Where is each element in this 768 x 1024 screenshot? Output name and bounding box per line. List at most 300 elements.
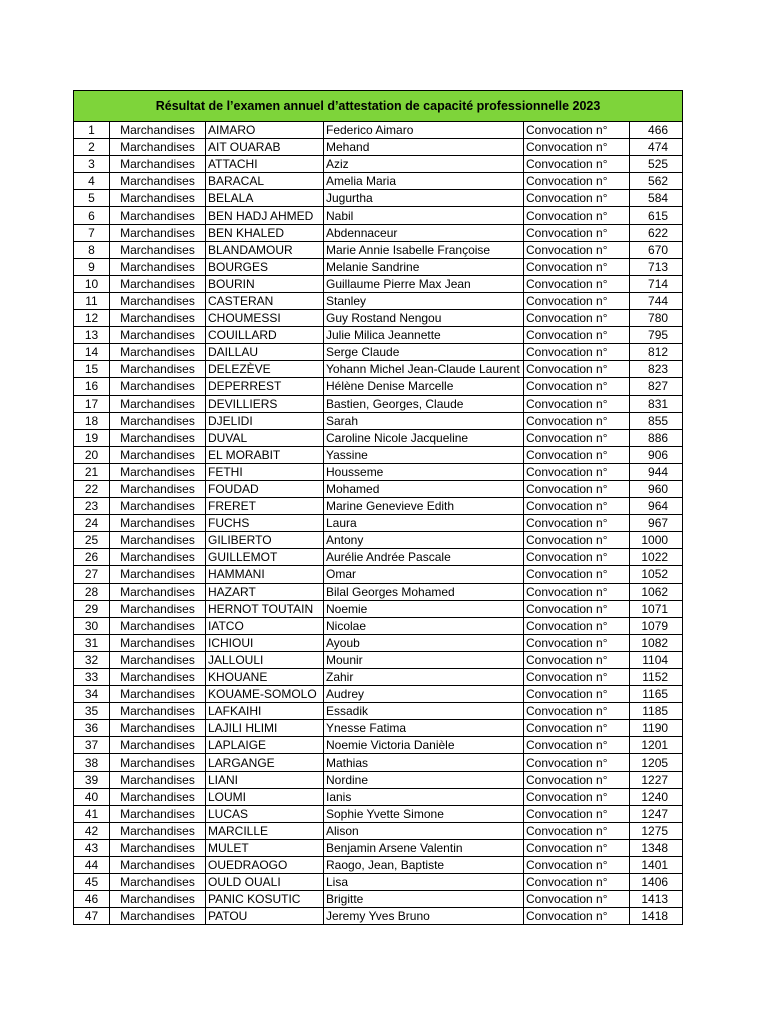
convocation-number-cell: 1052 [630,566,683,583]
convocation-number-cell: 1227 [630,771,683,788]
category-cell: Marchandises [110,327,206,344]
category-cell: Marchandises [110,361,206,378]
convocation-label-cell: Convocation n° [524,395,630,412]
first-name-cell: Marie Annie Isabelle Françoise [324,241,524,258]
first-name-cell: Nordine [324,771,524,788]
convocation-number-cell: 1104 [630,651,683,668]
first-name-cell: Alison [324,822,524,839]
table-row [74,857,683,874]
category-cell: Marchandises [110,310,206,327]
last-name-cell: DJELIDI [206,412,324,429]
table-row [74,703,683,720]
table-row [74,617,683,634]
category-cell: Marchandises [110,480,206,497]
last-name-cell: GUILLEMOT [206,549,324,566]
first-name-cell: Guy Rostand Nengou [324,310,524,327]
convocation-label-cell: Convocation n° [524,429,630,446]
convocation-number-cell: 1240 [630,788,683,805]
category-cell: Marchandises [110,651,206,668]
first-name-cell: Yohann Michel Jean-Claude Laurent [324,361,524,378]
last-name-cell: OULD OUALI [206,874,324,891]
last-name-cell: MARCILLE [206,822,324,839]
table-row [74,156,683,173]
convocation-label-cell: Convocation n° [524,361,630,378]
last-name-cell: BLANDAMOUR [206,241,324,258]
first-name-cell: Guillaume Pierre Max Jean [324,275,524,292]
convocation-label-cell: Convocation n° [524,771,630,788]
last-name-cell: CHOUMESSI [206,310,324,327]
row-number: 2 [74,139,110,156]
last-name-cell: LUCAS [206,805,324,822]
row-number: 34 [74,686,110,703]
first-name-cell: Mounir [324,651,524,668]
convocation-number-cell: 780 [630,310,683,327]
category-cell: Marchandises [110,583,206,600]
category-cell: Marchandises [110,703,206,720]
first-name-cell: Ynesse Fatima [324,720,524,737]
convocation-label-cell: Convocation n° [524,891,630,908]
table-row [74,634,683,651]
category-cell: Marchandises [110,429,206,446]
table-row [74,480,683,497]
convocation-number-cell: 886 [630,429,683,446]
category-cell: Marchandises [110,720,206,737]
last-name-cell: DEPERREST [206,378,324,395]
first-name-cell: Ayoub [324,634,524,651]
first-name-cell: Omar [324,566,524,583]
last-name-cell: FOUDAD [206,480,324,497]
table-row [74,173,683,190]
category-cell: Marchandises [110,857,206,874]
convocation-label-cell: Convocation n° [524,412,630,429]
convocation-number-cell: 831 [630,395,683,412]
convocation-number-cell: 1247 [630,805,683,822]
table-row [74,292,683,309]
last-name-cell: ATTACHI [206,156,324,173]
last-name-cell: KOUAME-SOMOLO [206,686,324,703]
row-number: 29 [74,600,110,617]
row-number: 23 [74,498,110,515]
last-name-cell: KHOUANE [206,669,324,686]
category-cell: Marchandises [110,207,206,224]
row-number: 16 [74,378,110,395]
convocation-label-cell: Convocation n° [524,874,630,891]
row-number: 17 [74,395,110,412]
row-number: 24 [74,515,110,532]
first-name-cell: Melanie Sandrine [324,258,524,275]
table-row [74,361,683,378]
table-row [74,839,683,856]
last-name-cell: GILIBERTO [206,532,324,549]
convocation-label-cell: Convocation n° [524,480,630,497]
convocation-number-cell: 562 [630,173,683,190]
convocation-label-cell: Convocation n° [524,788,630,805]
last-name-cell: BEN KHALED [206,224,324,241]
results-table [73,90,683,925]
table-row [74,258,683,275]
row-number: 37 [74,737,110,754]
last-name-cell: JALLOULI [206,651,324,668]
convocation-number-cell: 1082 [630,634,683,651]
first-name-cell: Bastien, Georges, Claude [324,395,524,412]
convocation-number-cell: 525 [630,156,683,173]
last-name-cell: MULET [206,839,324,856]
table-row [74,805,683,822]
category-cell: Marchandises [110,908,206,925]
last-name-cell: HERNOT TOUTAIN [206,600,324,617]
category-cell: Marchandises [110,412,206,429]
convocation-number-cell: 960 [630,480,683,497]
convocation-number-cell: 1205 [630,754,683,771]
row-number: 10 [74,275,110,292]
convocation-number-cell: 1062 [630,583,683,600]
convocation-number-cell: 1000 [630,532,683,549]
category-cell: Marchandises [110,344,206,361]
convocation-number-cell: 812 [630,344,683,361]
last-name-cell: DUVAL [206,429,324,446]
first-name-cell: Stanley [324,292,524,309]
category-cell: Marchandises [110,669,206,686]
category-cell: Marchandises [110,686,206,703]
convocation-number-cell: 795 [630,327,683,344]
table-row [74,771,683,788]
convocation-label-cell: Convocation n° [524,378,630,395]
table-row [74,395,683,412]
category-cell: Marchandises [110,139,206,156]
convocation-label-cell: Convocation n° [524,737,630,754]
category-cell: Marchandises [110,549,206,566]
last-name-cell: BOURIN [206,275,324,292]
row-number: 18 [74,412,110,429]
last-name-cell: LAJILI HLIMI [206,720,324,737]
last-name-cell: EL MORABIT [206,446,324,463]
convocation-number-cell: 713 [630,258,683,275]
row-number: 25 [74,532,110,549]
last-name-cell: LOUMI [206,788,324,805]
convocation-number-cell: 1275 [630,822,683,839]
table-row [74,686,683,703]
table-row [74,669,683,686]
row-number: 38 [74,754,110,771]
row-number: 36 [74,720,110,737]
row-number: 45 [74,874,110,891]
table-row [74,600,683,617]
last-name-cell: COUILLARD [206,327,324,344]
category-cell: Marchandises [110,515,206,532]
row-number: 21 [74,463,110,480]
convocation-number-cell: 1165 [630,686,683,703]
convocation-label-cell: Convocation n° [524,139,630,156]
row-number: 28 [74,583,110,600]
last-name-cell: OUEDRAOGO [206,857,324,874]
table-row [74,583,683,600]
category-cell: Marchandises [110,566,206,583]
row-number: 47 [74,908,110,925]
convocation-number-cell: 622 [630,224,683,241]
convocation-label-cell: Convocation n° [524,617,630,634]
first-name-cell: Lisa [324,874,524,891]
last-name-cell: CASTERAN [206,292,324,309]
first-name-cell: Zahir [324,669,524,686]
convocation-label-cell: Convocation n° [524,498,630,515]
category-cell: Marchandises [110,805,206,822]
first-name-cell: Mohamed [324,480,524,497]
table-row [74,224,683,241]
first-name-cell: Mathias [324,754,524,771]
row-number: 43 [74,839,110,856]
last-name-cell: LAPLAIGE [206,737,324,754]
first-name-cell: Benjamin Arsene Valentin [324,839,524,856]
first-name-cell: Federico Aimaro [324,122,524,139]
table-row [74,532,683,549]
convocation-label-cell: Convocation n° [524,258,630,275]
first-name-cell: Essadik [324,703,524,720]
last-name-cell: DAILLAU [206,344,324,361]
last-name-cell: PATOU [206,908,324,925]
convocation-label-cell: Convocation n° [524,173,630,190]
convocation-number-cell: 1185 [630,703,683,720]
table-row [74,874,683,891]
title-row [74,91,683,122]
first-name-cell: Jugurtha [324,190,524,207]
last-name-cell: DEVILLIERS [206,395,324,412]
category-cell: Marchandises [110,788,206,805]
row-number: 7 [74,224,110,241]
last-name-cell: PANIC KOSUTIC [206,891,324,908]
table-row [74,412,683,429]
last-name-cell: FUCHS [206,515,324,532]
convocation-label-cell: Convocation n° [524,908,630,925]
row-number: 40 [74,788,110,805]
convocation-label-cell: Convocation n° [524,703,630,720]
row-number: 5 [74,190,110,207]
row-number: 4 [74,173,110,190]
last-name-cell: AIMARO [206,122,324,139]
table-row [74,327,683,344]
category-cell: Marchandises [110,600,206,617]
convocation-label-cell: Convocation n° [524,669,630,686]
convocation-label-cell: Convocation n° [524,463,630,480]
first-name-cell: Housseme [324,463,524,480]
convocation-number-cell: 1406 [630,874,683,891]
category-cell: Marchandises [110,156,206,173]
table-row [74,139,683,156]
convocation-number-cell: 474 [630,139,683,156]
last-name-cell: FRERET [206,498,324,515]
convocation-label-cell: Convocation n° [524,720,630,737]
category-cell: Marchandises [110,839,206,856]
row-number: 46 [74,891,110,908]
row-number: 1 [74,122,110,139]
category-cell: Marchandises [110,224,206,241]
convocation-number-cell: 944 [630,463,683,480]
first-name-cell: Noemie [324,600,524,617]
convocation-label-cell: Convocation n° [524,651,630,668]
convocation-number-cell: 964 [630,498,683,515]
table-title: Résultat de l’examen annuel d’attestation de capacité professionnelle 2023 [74,91,683,122]
row-number: 14 [74,344,110,361]
first-name-cell: Julie Milica Jeannette [324,327,524,344]
convocation-label-cell: Convocation n° [524,292,630,309]
convocation-label-cell: Convocation n° [524,515,630,532]
first-name-cell: Nabil [324,207,524,224]
table-row [74,429,683,446]
row-number: 15 [74,361,110,378]
first-name-cell: Laura [324,515,524,532]
category-cell: Marchandises [110,634,206,651]
last-name-cell: LIANI [206,771,324,788]
convocation-label-cell: Convocation n° [524,754,630,771]
last-name-cell: BELALA [206,190,324,207]
table-row [74,549,683,566]
first-name-cell: Raogo, Jean, Baptiste [324,857,524,874]
row-number: 11 [74,292,110,309]
first-name-cell: Serge Claude [324,344,524,361]
row-number: 19 [74,429,110,446]
table-row [74,310,683,327]
category-cell: Marchandises [110,737,206,754]
table-row [74,754,683,771]
row-number: 6 [74,207,110,224]
category-cell: Marchandises [110,275,206,292]
first-name-cell: Marine Genevieve Edith [324,498,524,515]
convocation-number-cell: 466 [630,122,683,139]
table-row [74,566,683,583]
category-cell: Marchandises [110,754,206,771]
table-row [74,720,683,737]
first-name-cell: Antony [324,532,524,549]
convocation-label-cell: Convocation n° [524,532,630,549]
convocation-label-cell: Convocation n° [524,566,630,583]
table-row [74,737,683,754]
row-number: 33 [74,669,110,686]
convocation-number-cell: 823 [630,361,683,378]
row-number: 32 [74,651,110,668]
category-cell: Marchandises [110,498,206,515]
convocation-label-cell: Convocation n° [524,327,630,344]
first-name-cell: Jeremy Yves Bruno [324,908,524,925]
category-cell: Marchandises [110,463,206,480]
last-name-cell: DELEZÈVE [206,361,324,378]
convocation-label-cell: Convocation n° [524,857,630,874]
first-name-cell: Amelia Maria [324,173,524,190]
row-number: 3 [74,156,110,173]
first-name-cell: Brigitte [324,891,524,908]
first-name-cell: Aziz [324,156,524,173]
convocation-label-cell: Convocation n° [524,275,630,292]
table-row [74,207,683,224]
convocation-number-cell: 744 [630,292,683,309]
last-name-cell: LARGANGE [206,754,324,771]
last-name-cell: AIT OUARAB [206,139,324,156]
convocation-number-cell: 1071 [630,600,683,617]
last-name-cell: LAFKAIHI [206,703,324,720]
convocation-label-cell: Convocation n° [524,822,630,839]
convocation-label-cell: Convocation n° [524,549,630,566]
convocation-number-cell: 584 [630,190,683,207]
first-name-cell: Sophie Yvette Simone [324,805,524,822]
category-cell: Marchandises [110,891,206,908]
table-row [74,498,683,515]
convocation-number-cell: 827 [630,378,683,395]
first-name-cell: Sarah [324,412,524,429]
row-number: 26 [74,549,110,566]
first-name-cell: Audrey [324,686,524,703]
convocation-number-cell: 1190 [630,720,683,737]
table-row [74,344,683,361]
row-number: 35 [74,703,110,720]
category-cell: Marchandises [110,874,206,891]
last-name-cell: BOURGES [206,258,324,275]
convocation-label-cell: Convocation n° [524,344,630,361]
convocation-number-cell: 1418 [630,908,683,925]
table-row [74,515,683,532]
convocation-number-cell: 670 [630,241,683,258]
row-number: 13 [74,327,110,344]
row-number: 20 [74,446,110,463]
category-cell: Marchandises [110,378,206,395]
table-body [74,122,683,925]
first-name-cell: Ianis [324,788,524,805]
category-cell: Marchandises [110,190,206,207]
table-row [74,275,683,292]
convocation-number-cell: 1401 [630,857,683,874]
row-number: 39 [74,771,110,788]
row-number: 44 [74,857,110,874]
category-cell: Marchandises [110,617,206,634]
row-number: 31 [74,634,110,651]
table-row [74,908,683,925]
category-cell: Marchandises [110,446,206,463]
convocation-label-cell: Convocation n° [524,241,630,258]
row-number: 9 [74,258,110,275]
convocation-label-cell: Convocation n° [524,686,630,703]
row-number: 22 [74,480,110,497]
convocation-number-cell: 855 [630,412,683,429]
table-row [74,446,683,463]
table-row [74,378,683,395]
first-name-cell: Noemie Victoria Danièle [324,737,524,754]
convocation-label-cell: Convocation n° [524,634,630,651]
table-row [74,891,683,908]
last-name-cell: FETHI [206,463,324,480]
convocation-number-cell: 1022 [630,549,683,566]
table-row [74,190,683,207]
convocation-label-cell: Convocation n° [524,600,630,617]
convocation-number-cell: 967 [630,515,683,532]
category-cell: Marchandises [110,771,206,788]
convocation-number-cell: 1079 [630,617,683,634]
convocation-label-cell: Convocation n° [524,190,630,207]
last-name-cell: IATCO [206,617,324,634]
convocation-number-cell: 1348 [630,839,683,856]
category-cell: Marchandises [110,258,206,275]
category-cell: Marchandises [110,122,206,139]
category-cell: Marchandises [110,173,206,190]
last-name-cell: HAMMANI [206,566,324,583]
convocation-number-cell: 906 [630,446,683,463]
convocation-number-cell: 1413 [630,891,683,908]
last-name-cell: BARACAL [206,173,324,190]
table-row [74,822,683,839]
row-number: 41 [74,805,110,822]
convocation-number-cell: 714 [630,275,683,292]
last-name-cell: ICHIOUI [206,634,324,651]
category-cell: Marchandises [110,241,206,258]
convocation-label-cell: Convocation n° [524,207,630,224]
category-cell: Marchandises [110,822,206,839]
convocation-label-cell: Convocation n° [524,156,630,173]
